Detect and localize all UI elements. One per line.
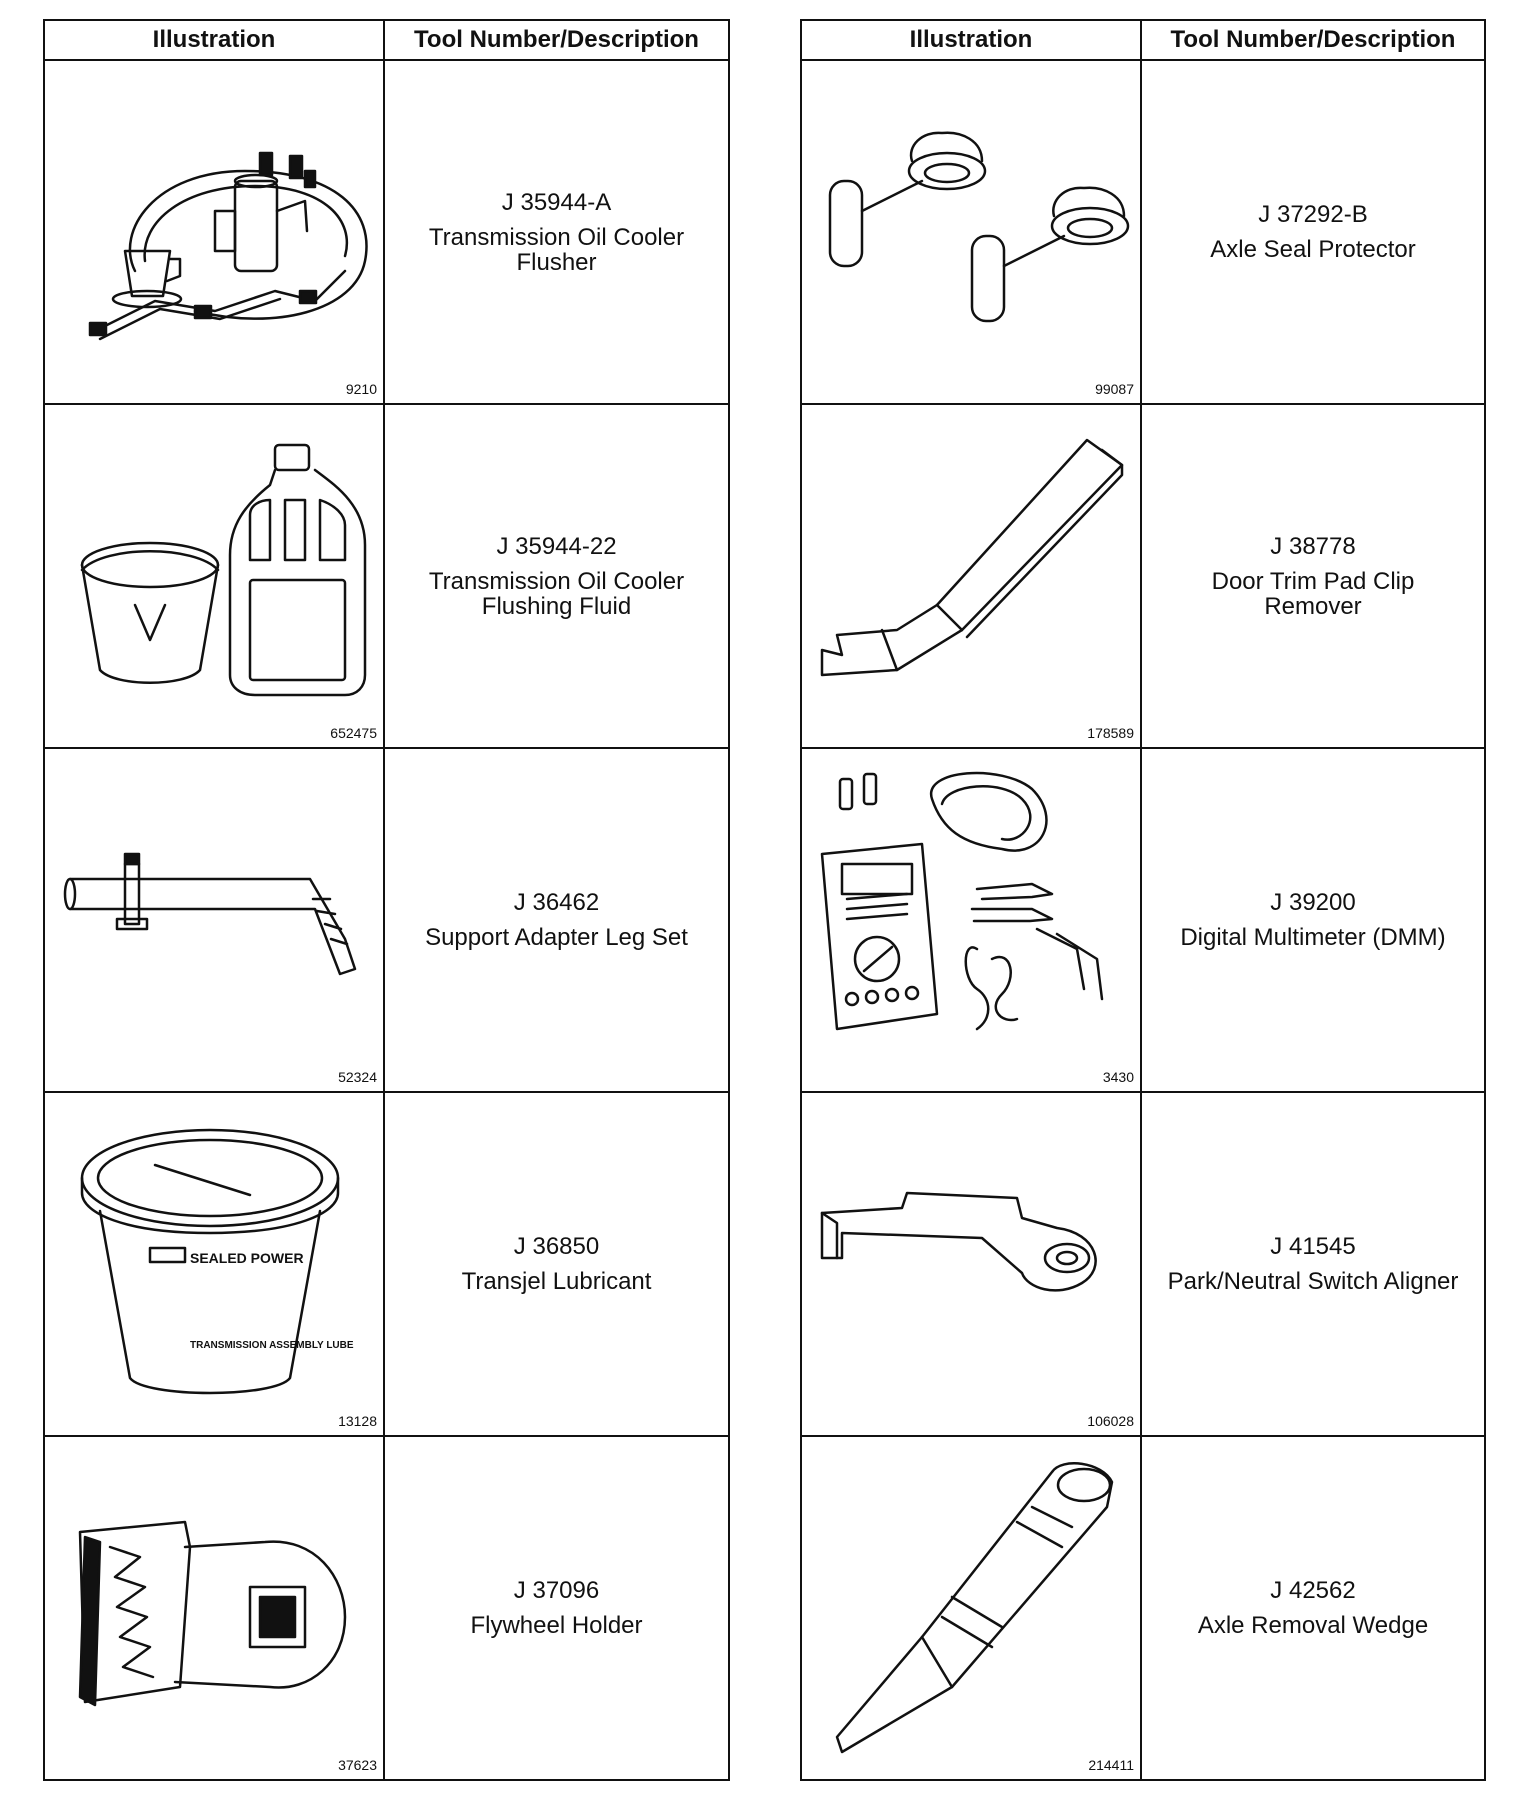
figure-number: 178589 (1087, 725, 1134, 741)
tool-name: Digital Multimeter (DMM) (1180, 924, 1446, 951)
tool-description (1142, 1437, 1484, 1779)
table-row (802, 1093, 1484, 1437)
figure-number: 99087 (1095, 381, 1134, 397)
multimeter-icon (802, 749, 1140, 1091)
illustration-cell (45, 1093, 385, 1435)
flywheel-holder-icon (45, 1437, 383, 1779)
tool-table-right (800, 19, 1486, 1781)
tool-description (385, 405, 728, 747)
table-row (802, 749, 1484, 1093)
table-row (802, 405, 1484, 749)
tool-name: Transjel Lubricant (461, 1268, 652, 1295)
tool-name: Support Adapter Leg Set (425, 924, 688, 951)
table-row (45, 1093, 728, 1437)
clip-remover-icon (802, 405, 1140, 747)
illustration-cell (45, 405, 385, 747)
tool-name: Flywheel Holder (470, 1612, 643, 1639)
tool-description (1142, 61, 1484, 403)
tool-table-left (43, 19, 730, 1781)
table-row (802, 1437, 1484, 1779)
figure-number: 214411 (1088, 1757, 1134, 1773)
switch-aligner-icon (802, 1093, 1140, 1435)
illustration-cell (802, 61, 1142, 403)
figure-number: 652475 (330, 725, 377, 741)
tool-number: J 42562 (1270, 1577, 1356, 1604)
table-row (45, 749, 728, 1093)
figure-number: 13128 (338, 1413, 377, 1429)
table-row (802, 61, 1484, 405)
tool-name: Axle Seal Protector (1210, 236, 1416, 263)
flushing-fluid-icon (45, 405, 383, 747)
transjel-tub-icon (45, 1093, 383, 1435)
tool-name: Door Trim Pad Clip Remover (1211, 567, 1415, 620)
illustration-cell (45, 1437, 385, 1779)
tool-number: J 36850 (513, 1233, 600, 1260)
tool-number: J 35944-A (501, 188, 612, 216)
tool-description (385, 61, 728, 403)
axle-seal-protector-icon (802, 61, 1140, 403)
tool-description (385, 749, 728, 1091)
table-header (45, 21, 728, 61)
figure-number: 106028 (1087, 1413, 1134, 1429)
table-row (45, 405, 728, 749)
table-row (45, 61, 728, 405)
illustration-cell (802, 405, 1142, 747)
tool-number: J 38778 (1270, 532, 1356, 560)
tub-brand-label: SEALED POWER (190, 1250, 304, 1266)
tub-contents-label: TRANSMISSION ASSEMBLY LUBE (190, 1340, 354, 1351)
tool-name: Park/Neutral Switch Aligner (1167, 1268, 1459, 1295)
tool-description (1142, 405, 1484, 747)
table-row (45, 1437, 728, 1779)
header-illustration: Illustration (802, 21, 1142, 59)
illustration-cell (45, 749, 385, 1091)
header-tool: Tool Number/Description (1170, 26, 1456, 53)
tool-name: Transmission Oil Cooler Flushing Fluid (428, 567, 685, 620)
figure-number: 37623 (338, 1757, 377, 1773)
header-illustration: Illustration (45, 21, 385, 59)
axle-wedge-icon (802, 1437, 1140, 1779)
tool-description (1142, 749, 1484, 1091)
tool-name: Transmission Oil Cooler Flusher (428, 223, 685, 276)
tool-name: Axle Removal Wedge (1197, 1612, 1429, 1639)
illustration-cell (45, 61, 385, 403)
figure-number: 3430 (1102, 1069, 1134, 1085)
illustration-cell (802, 749, 1142, 1091)
tool-number: J 37292-B (1258, 201, 1368, 228)
tool-description (385, 1093, 728, 1435)
tool-description (1142, 1093, 1484, 1435)
oil-cooler-flusher-icon (45, 61, 383, 403)
figure-number: 52324 (338, 1069, 377, 1085)
tool-number: J 36462 (513, 889, 600, 916)
tool-description (385, 1437, 728, 1779)
tool-number: J 37096 (513, 1577, 600, 1604)
header-tool: Tool Number/Description (414, 26, 699, 53)
support-adapter-leg-icon (45, 749, 383, 1091)
illustration-cell (802, 1437, 1142, 1779)
illustration-cell (802, 1093, 1142, 1435)
tool-number: J 35944-22 (496, 532, 617, 560)
figure-number: 9210 (345, 381, 377, 397)
tool-number: J 41545 (1270, 1233, 1356, 1260)
table-header (802, 21, 1484, 61)
tool-number: J 39200 (1270, 889, 1356, 916)
